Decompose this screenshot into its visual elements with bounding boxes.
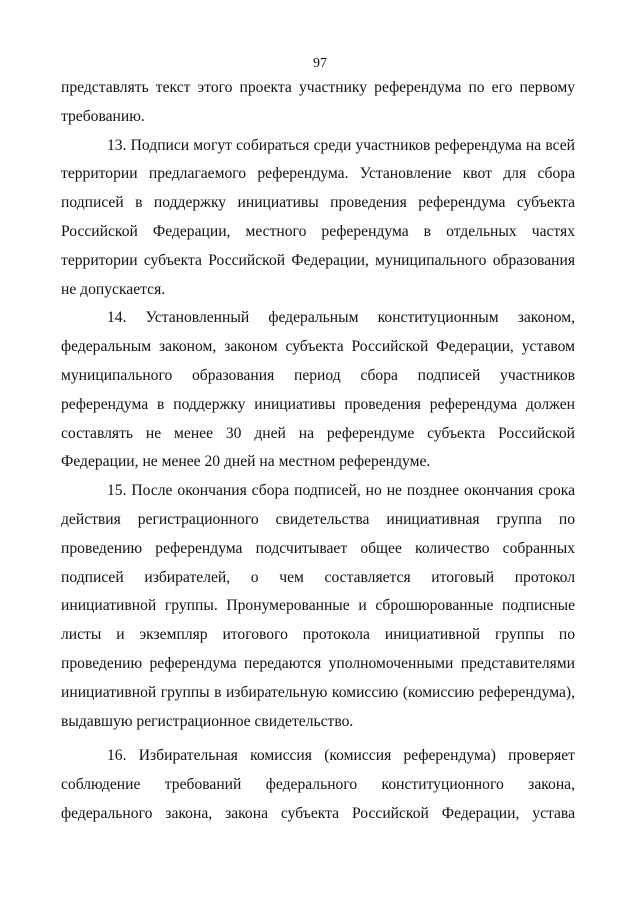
document-body [61,74,575,829]
paragraph-continuation [61,74,575,132]
text-line: 14. Установленный федеральным конституционным законом, [107,309,575,327]
text-line: Федерации, не менее 20 дней на местном референдуме. [61,453,431,471]
text-line: не допускается. [61,280,166,298]
text-line: выдавшую регистрационное свидетельство. [61,712,354,730]
text-line: проведению референдума подсчитывает общее количество собранных [61,539,575,557]
text-line: инициативной группы в избирательную комиссию (комиссию референдума), [61,683,575,701]
text-line: подписей в поддержку инициативы проведения референдума субъекта [61,194,575,212]
paragraph-15 [61,477,575,736]
text-line: требованию. [61,107,145,125]
text-line: территории субъекта Российской Федерации, муниципального образования [61,251,575,269]
text-line: федеральным законом, законом субъекта Российской Федерации, уставом [61,338,575,356]
paragraph-13 [61,132,575,305]
text-line: инициативной группы. Пронумерованные и сброшюрованные подписные [61,597,575,615]
paragraph-16 [61,742,575,828]
text-line: Российской Федерации, местного референдума в отдельных частях [61,222,575,240]
text-line: соблюдение требований федерального конституционного закона, [61,776,575,794]
text-line: референдума в поддержку инициативы проведения референдума должен [61,395,575,413]
text-line: территории предлагаемого референдума. Установление квот для сбора [61,165,575,183]
paragraph-14 [61,304,575,477]
text-line: федерального закона, закона субъекта Российской Федерации, устава [61,804,575,822]
text-line: листы и экземпляр итогового протокола инициативной группы по [61,626,575,644]
text-line: составлять не менее 30 дней на референдуме субъекта Российской [61,424,575,442]
text-line: 16. Избирательная комиссия (комиссия референдума) проверяет [107,747,575,765]
text-line: представлять текст этого проекта участнику референдума по его первому [61,79,575,96]
page-number: 97 [313,56,327,71]
text-line: 15. После окончания сбора подписей, но не позднее окончания срока [107,482,575,500]
text-line: подписей избирателей, о чем составляется итоговый протокол [61,568,575,586]
text-line: муниципального образования период сбора подписей участников [61,366,575,384]
text-line: 13. Подписи могут собираться среди участников референдума на всей [107,136,575,154]
text-line: действия регистрационного свидетельства инициативная группа по [61,510,575,528]
text-line: проведению референдума передаются уполномоченными представителями [61,654,575,672]
